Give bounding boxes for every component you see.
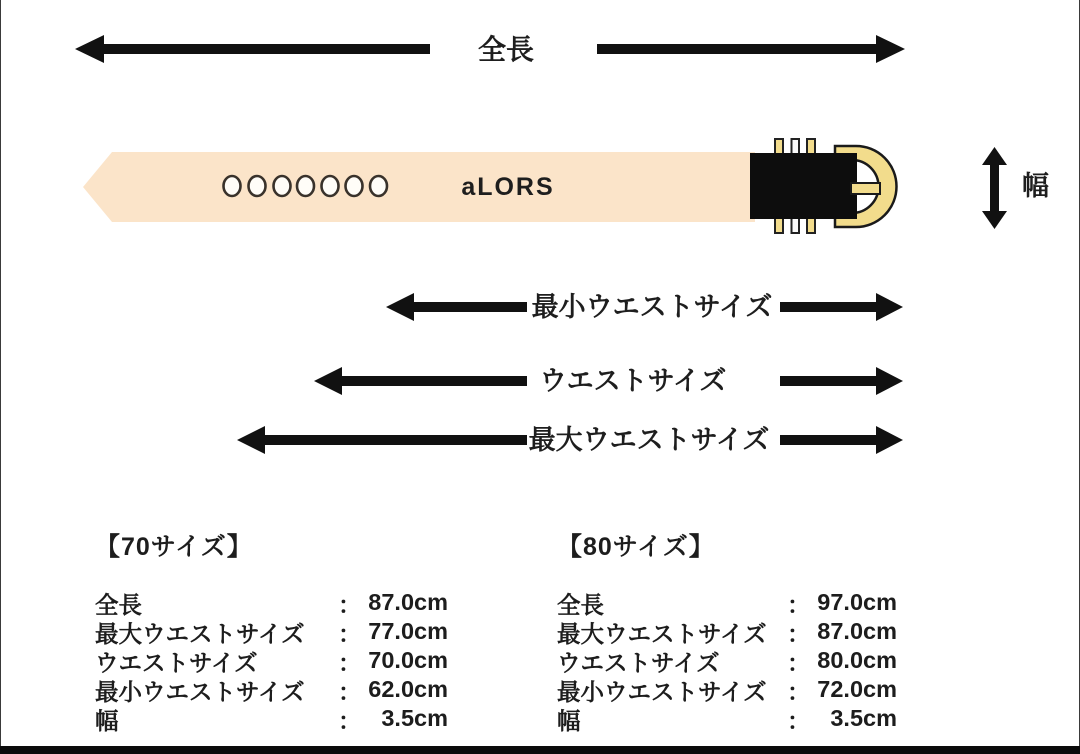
row-label: ウエストサイズ <box>95 649 258 676</box>
table-row <box>557 588 897 617</box>
size-table-70-title: 【70サイズ】 <box>95 533 253 561</box>
row-value: 3.5cm <box>830 705 897 731</box>
total-length-arrow-left <box>75 35 430 63</box>
row-separator: ： <box>787 707 811 734</box>
min-waist-arrow-left <box>386 293 527 321</box>
belt-hole <box>297 176 314 196</box>
row-value: 87.0cm <box>817 618 897 644</box>
row-value: 62.0cm <box>368 676 448 702</box>
waist-arrow-right <box>780 367 903 395</box>
belt-hole <box>370 176 387 196</box>
row-value: 3.5cm <box>381 705 448 731</box>
buckle-prong <box>851 183 880 194</box>
row-label: ウエストサイズ <box>557 649 720 676</box>
row-separator: ： <box>787 591 811 618</box>
belt-hole <box>224 176 241 196</box>
row-label: 幅 <box>557 707 581 734</box>
size-table-70-rows <box>95 588 448 733</box>
photo-bottom-bar <box>0 746 1080 754</box>
max-waist-arrow-right <box>780 426 903 454</box>
row-label: 最小ウエストサイズ <box>557 678 767 705</box>
min-waist-arrow-right <box>780 293 903 321</box>
belt-hole <box>249 176 266 196</box>
row-separator: ： <box>338 707 362 734</box>
size-table-80-rows <box>557 588 897 733</box>
photo-edge-left <box>0 0 1 754</box>
row-label: 最小ウエストサイズ <box>95 678 305 705</box>
table-row <box>557 704 897 733</box>
max-waist-arrow-left <box>237 426 527 454</box>
row-separator: ： <box>338 620 362 647</box>
table-row <box>557 646 897 675</box>
min-waist-label: 最小ウエストサイズ <box>531 292 773 322</box>
table-row <box>95 675 448 704</box>
row-separator: ： <box>338 678 362 705</box>
row-value: 97.0cm <box>817 589 897 615</box>
row-separator: ： <box>787 620 811 647</box>
table-row <box>95 588 448 617</box>
table-row <box>557 675 897 704</box>
row-separator: ： <box>787 649 811 676</box>
width-arrow <box>982 147 1007 229</box>
row-separator: ： <box>787 678 811 705</box>
table-row <box>557 617 897 646</box>
row-label: 最大ウエストサイズ <box>95 620 305 647</box>
total-length-label: 全長 <box>477 34 535 65</box>
size-table-80-title: 【80サイズ】 <box>557 533 715 561</box>
size-table-80 <box>557 527 897 733</box>
row-label: 全長 <box>95 591 142 618</box>
row-label: 最大ウエストサイズ <box>557 620 767 647</box>
row-separator: ： <box>338 649 362 676</box>
size-table-70 <box>95 527 448 733</box>
belt-hole <box>322 176 339 196</box>
belt-illustration <box>83 139 897 233</box>
width-label: 幅 <box>1022 171 1049 201</box>
table-row <box>95 617 448 646</box>
row-label: 全長 <box>557 591 604 618</box>
total-length-arrow-right <box>597 35 905 63</box>
belt-keeper <box>750 153 857 219</box>
belt-hole <box>346 176 363 196</box>
row-value: 70.0cm <box>368 647 448 673</box>
row-value: 72.0cm <box>817 676 897 702</box>
table-row <box>95 704 448 733</box>
row-separator: ： <box>338 591 362 618</box>
max-waist-label: 最大ウエストサイズ <box>528 425 770 455</box>
belt-strap <box>83 152 755 222</box>
row-label: 幅 <box>95 707 119 734</box>
brand-logo: aLORS <box>461 173 555 201</box>
table-row <box>95 646 448 675</box>
row-value: 80.0cm <box>817 647 897 673</box>
waist-arrow-left <box>314 367 527 395</box>
row-value: 87.0cm <box>368 589 448 615</box>
row-value: 77.0cm <box>368 618 448 644</box>
belt-hole <box>274 176 291 196</box>
waist-label: ウエストサイズ <box>539 366 727 396</box>
